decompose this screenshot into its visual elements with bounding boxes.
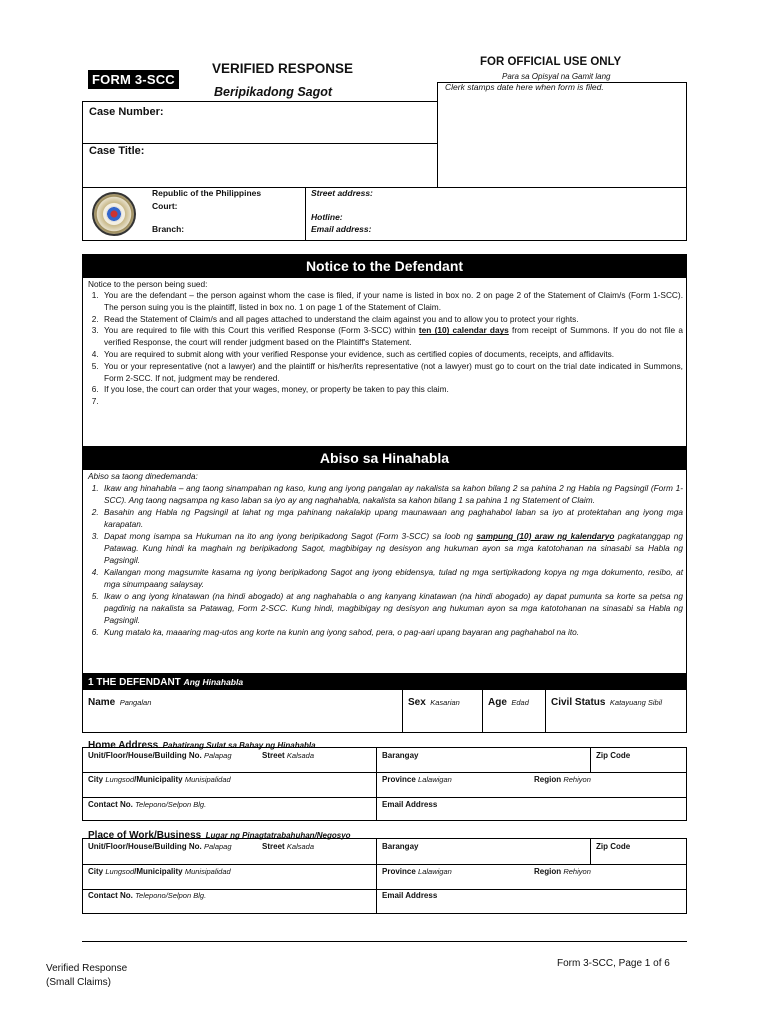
abiso-list: [82, 482, 687, 638]
defendant-section-title: 1 THE DEFENDANT: [88, 677, 181, 688]
court-email-label: Email address:: [311, 224, 372, 234]
home-barangay-field[interactable]: [382, 751, 418, 760]
notice-item: 1. You are the defendant – the person against whom the case is filed, if your name is listed in box no. 2 on page 2 of the Statement of Claim/s (Form 1-SCC). The person suing you is the plaintiff, listed in box no. 1 on page 1 of the Statement of Claim.: [101, 290, 683, 314]
notice-item-3-text: You are required to file with this Court this verified Response (Form 3-SCC) within: [104, 325, 416, 336]
case-title-field[interactable]: [160, 147, 432, 183]
work-province-label-filipino: Lalawigan: [418, 867, 452, 876]
work-zip-label: Zip Code: [596, 842, 631, 851]
work-barangay-field[interactable]: [382, 842, 418, 851]
supreme-court-seal-icon: [92, 192, 136, 236]
work-email-field[interactable]: [382, 891, 437, 900]
work-street-label-filipino: Kalsada: [286, 842, 315, 851]
home-province-field[interactable]: [382, 775, 452, 784]
sex-label-filipino: Kasarian: [430, 698, 460, 707]
form-title-filipino: Beripikadong Sagot: [214, 85, 333, 99]
home-zip-label: Zip Code: [596, 751, 631, 760]
form-code-badge: FORM 3-SCC: [88, 70, 179, 89]
home-province-label: Province: [382, 775, 416, 784]
abiso-item: [101, 530, 683, 566]
court-label: Court:: [152, 201, 178, 211]
work-street-field[interactable]: [262, 842, 314, 851]
home-city-field[interactable]: [88, 775, 231, 784]
work-province-label: Province: [382, 867, 416, 876]
work-region-label-filipino: Rehiyon: [563, 867, 591, 876]
abiso-item: 5. Ikaw o ang iyong kinatawan (na hindi abogado) at ang naghahabla o ang kanyang kinatawan (na hindi abogado) ay dapat pumunta sa korte sa petsa ng pagdinig na nakalista sa Patawag, Form 2-SCC. Kung hindi, magbibigay ng desisyon ang hukuman ayon sa mga katotohanan na sinasabi sa Habla ng Pagsingil.: [101, 590, 683, 626]
work-zip-field[interactable]: [596, 842, 630, 851]
abiso-item: 2. Basahin ang Habla ng Pagsingil at lahat ng mga pahinang nakalakip upang maunawaan ang paghahabol laban sa iyo at protektahan ang iyong mga karapatan.: [101, 506, 683, 530]
work-address-label-filipino: Lugar ng Pinagtatrabahuhan/Negosyo: [205, 831, 351, 840]
home-region-field[interactable]: [534, 775, 591, 784]
notice-title: Notice to the Defendant: [82, 254, 687, 278]
home-email-field[interactable]: [382, 800, 437, 809]
abiso-item: 1. Ikaw ang hinahabla – ang taong sinampahan ng kaso, kung ang iyong pangalan ay nakalista sa kahon bilang 2 sa pahina 2 ng Habla ng Pagsingil (Form 1-SCC). Ang taong nagsampa ng kaso laban sa iyo ay ang naghahabla, nakalista sa kahon bilang 1 sa pahina 1 ng Statement of Claim.: [101, 482, 683, 506]
home-province-label-filipino: Lalawigan: [418, 775, 452, 784]
notice-item: 5. You or your representative (not a lawyer) and the plaintiff or his/her/its representative (not a lawyer) must go to court on the trial date indicated in Summons, Form 2-SCC. If not, judgment may be rendered.: [101, 361, 683, 385]
name-field[interactable]: [88, 692, 151, 710]
home-zip-field[interactable]: [596, 751, 630, 760]
abiso-item-3-text: Dapat mong isampa sa Hukuman na ito ang iyong beripikadong Sagot (Form 3-SCC) sa loob ng: [104, 531, 473, 541]
case-number-label: Case Number:: [89, 106, 164, 118]
work-address-label: Place of Work/Business: [88, 830, 202, 841]
age-label-filipino: Edad: [511, 698, 529, 707]
defendant-section-bar: [82, 674, 687, 690]
home-barangay-label: Barangay: [382, 751, 419, 760]
official-use-label: FOR OFFICIAL USE ONLY: [480, 56, 622, 68]
notice-item: 2. Read the Statement of Claim/s and all pages attached to understand the claim against you and to allow you to protect your rights.: [101, 314, 683, 326]
abiso-item: 6. Kung matalo ka, maaaring mag-utos ang korte na kunin ang iyong sahod, pera, o pag-aari upang bayaran ang paghahabol na ito.: [101, 626, 683, 638]
age-label: Age: [488, 697, 507, 708]
abiso-item-3-rest: pagkatanggap ng Patawag. Kung hindi ka maghain ng beripikadong Sagot, magbibigay ng desisyon ang hukuman ayon sa mga katotohanan na sinasabi sa Habla ng Pagsingil.: [104, 531, 684, 565]
official-use-filipino: Para sa Opisyal na Gamit lang: [502, 72, 611, 81]
branch-label: Branch:: [152, 224, 185, 234]
civil-status-field[interactable]: [551, 692, 662, 710]
court-street-label: Street address:: [311, 188, 373, 198]
work-city-label-filipino: Lungsod: [105, 867, 135, 876]
home-street-field[interactable]: [262, 751, 314, 760]
work-unit-label: Unit/Floor/House/Building No.: [88, 842, 202, 851]
notice-item: [101, 396, 683, 408]
work-contact-label-filipino: Telepono/Selpon Blg.: [135, 891, 207, 900]
civil-status-label-filipino: Katayuang Sibil: [609, 698, 663, 707]
notice-item: 6. If you lose, the court can order that your wages, money, or property be taken to pay this claim.: [101, 384, 683, 396]
name-label-filipino: Pangalan: [119, 698, 152, 707]
home-municipality-label-filipino: Munisipalidad: [184, 775, 231, 784]
notice-item-3-rest: from receipt of Summons. If you do not file a verified Response, the court will render judgment based on the Plaintiff's Statement.: [104, 325, 683, 348]
work-province-field[interactable]: [382, 867, 452, 876]
footer-page-number: Form 3-SCC, Page 1 of 6: [557, 958, 670, 969]
home-unit-field[interactable]: [88, 751, 232, 760]
name-label: Name: [88, 697, 116, 708]
home-address-label: Home Address: [88, 740, 159, 751]
abiso-deadline: sampung (10) araw ng kalendaryo: [476, 531, 615, 541]
notice-deadline: ten (10) calendar days: [418, 325, 509, 336]
abiso-title: Abiso sa Hinahabla: [82, 446, 687, 470]
work-region-label: Region: [534, 867, 562, 876]
clerk-stamp-box: [437, 82, 687, 188]
home-contact-label: Contact No.: [88, 800, 133, 809]
home-city-label-filipino: Lungsod: [105, 775, 135, 784]
work-city-label: City: [88, 867, 104, 876]
sex-label: Sex: [408, 697, 426, 708]
case-number-field[interactable]: [180, 104, 432, 138]
clerk-stamp-note: Clerk stamps date here when form is filed.: [445, 82, 604, 92]
home-street-label-filipino: Kalsada: [286, 751, 315, 760]
home-contact-label-filipino: Telepono/Selpon Blg.: [135, 800, 207, 809]
home-email-label: Email Address: [382, 800, 438, 809]
defendant-section-title-filipino: Ang Hinahabla: [183, 677, 244, 687]
home-contact-field[interactable]: [88, 800, 206, 809]
home-unit-label: Unit/Floor/House/Building No.: [88, 751, 202, 760]
form-title: VERIFIED RESPONSE: [212, 61, 354, 76]
work-unit-label-filipino: Palapag: [204, 842, 232, 851]
home-region-label: Region: [534, 775, 562, 784]
home-street-label: Street: [262, 751, 285, 760]
work-barangay-label: Barangay: [382, 842, 419, 851]
civil-status-label: Civil Status: [551, 697, 606, 708]
work-region-field[interactable]: [534, 867, 591, 876]
work-contact-field[interactable]: [88, 891, 206, 900]
republic-label: Republic of the Philippines: [152, 188, 262, 198]
home-unit-label-filipino: Palapag: [204, 751, 232, 760]
abiso-item: 4. Kailangan mong magsumite kasama ng iyong beripikadong Sagot ang iyong ebidensya, tulad ng mga sertipikadong kopya ng mga dokumento, resibo, at mga sinumpaang salaysay.: [101, 566, 683, 590]
work-unit-field[interactable]: [88, 842, 232, 851]
notice-list: [82, 290, 687, 408]
work-municipality-label-filipino: Munisipalidad: [184, 867, 231, 876]
age-field[interactable]: [488, 692, 529, 710]
home-municipality-label: /Municipality: [134, 775, 183, 784]
home-address-label-filipino: Pahatirang Sulat sa Bahay ng Hinahabla: [162, 741, 316, 750]
work-municipality-label: /Municipality: [134, 867, 183, 876]
work-contact-label: Contact No.: [88, 891, 133, 900]
abiso-intro: Abiso sa taong dinedemanda:: [88, 471, 198, 481]
case-title-label: Case Title:: [89, 145, 145, 157]
work-email-label: Email Address: [382, 891, 438, 900]
notice-item: [101, 325, 683, 349]
footer-doc-subtitle: (Small Claims): [46, 977, 111, 988]
home-city-label: City: [88, 775, 104, 784]
notice-item: 4. You are required to submit along with your verified Response your evidence, such as certified copies of documents, receipts, and affidavits.: [101, 349, 683, 361]
work-street-label: Street: [262, 842, 285, 851]
footer-doc-title: Verified Response: [46, 963, 128, 974]
home-region-label-filipino: Rehiyon: [563, 775, 591, 784]
notice-intro: Notice to the person being sued:: [88, 279, 208, 289]
footer-divider: [82, 941, 687, 942]
work-city-field[interactable]: [88, 867, 231, 876]
court-hotline-label: Hotline:: [311, 212, 343, 222]
sex-field[interactable]: [408, 692, 460, 710]
